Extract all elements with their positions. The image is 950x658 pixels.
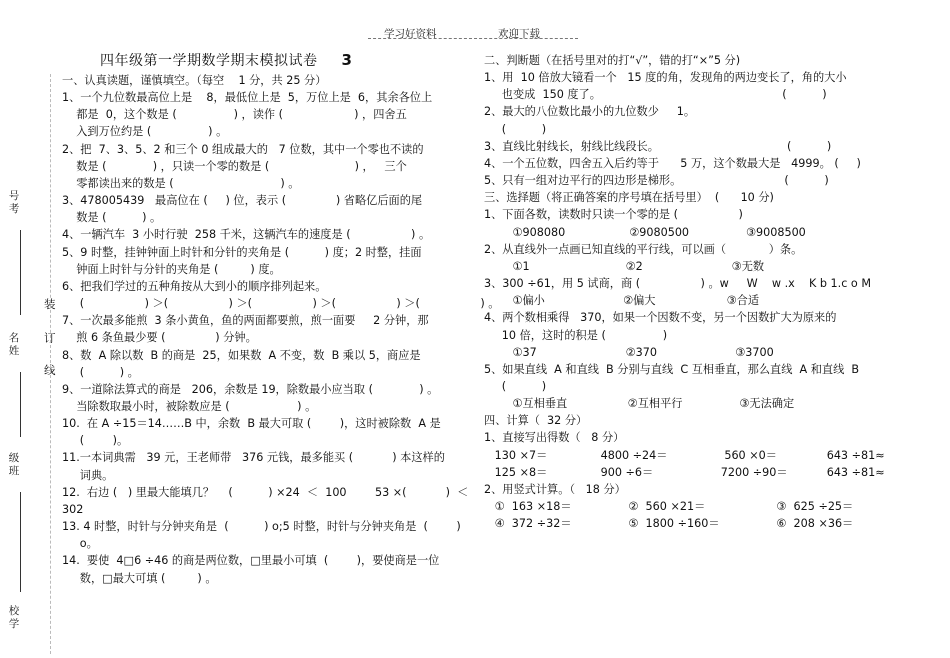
text-line: 3、300 ÷61，用 5 试商，商 ( ) 。w W w .x K b 1.c o M bbox=[484, 277, 871, 291]
sidebar-divider bbox=[20, 372, 21, 437]
text-line: 当除数取最小时，被除数应是 ( ) 。 bbox=[62, 399, 317, 413]
text-line: 煎 6 条鱼最少要 ( ) 分钟。 bbox=[62, 331, 257, 345]
text-line: 11.一本词典需 39 元，王老师带 376 元钱，最多能买 ( ) 本这样的 bbox=[62, 451, 445, 465]
sidebar-divider bbox=[20, 492, 21, 592]
text-line: 5、如果直线 A 和直线 B 分别与直线 C 互相垂直，那么直线 A 和直线 B bbox=[484, 362, 860, 376]
text-line: 13. 4 时整，时针与分钟夹角是 ( ) o;5 时整，时针与分钟夹角是 ( ) bbox=[62, 520, 461, 534]
title-number: 3 bbox=[341, 51, 353, 69]
text-line: ( ) bbox=[484, 379, 547, 393]
text-line: 130 ×7＝ 4800 ÷24＝ 560 ×0＝ 643 ÷81≈ bbox=[484, 448, 885, 462]
binding-dashed-line bbox=[50, 74, 51, 654]
text-line: 5、9 时整，挂钟钟面上时针和分针的夹角是 ( ) 度；2 时整，挂面 bbox=[62, 245, 422, 259]
text-line: ( )。 bbox=[62, 434, 129, 448]
text-line: ①37 ②370 ③3700 bbox=[484, 345, 774, 359]
text-line: ①互相垂直 ②互相平行 ③无法确定 bbox=[484, 397, 795, 411]
header-left-text: 学习好资料 bbox=[384, 28, 437, 40]
text-line: 数，□最大可填 ( ) 。 bbox=[62, 571, 217, 585]
text-line: 1、直接写出得数（ 8 分） bbox=[484, 431, 625, 445]
text-line: 8、数 A 除以数 B 的商是 25，如果数 A 不变，数 B 乘以 5，商应是 bbox=[62, 348, 421, 362]
text-line: 3、直线比射线长，射线比线段长。 ( ) bbox=[484, 139, 832, 153]
text-line: 6、把我们学过的五种角按从大到小的顺序排列起来。 bbox=[62, 279, 327, 293]
text-line: ( ) bbox=[484, 122, 547, 136]
binding-label-xian: 线 bbox=[44, 363, 56, 377]
header-underline bbox=[368, 38, 578, 39]
text-line: o。 bbox=[62, 537, 98, 551]
text-line: 4、一个五位数，四舍五入后约等于 5 万，这个数最大是 4999。 ( ) bbox=[484, 156, 861, 170]
text-line: 入到万位约是 ( ) 。 bbox=[62, 125, 228, 139]
text-line: ④ 372 ÷32＝ ⑤ 1800 ÷160＝ ⑥ 208 ×36＝ bbox=[484, 517, 854, 531]
text-line: ( ) 。 bbox=[62, 365, 139, 379]
text-line: ( ) ＞( ) ＞( ) ＞( ) ＞( ) 。 bbox=[62, 297, 500, 311]
text-line: 三、选择题（将正确答案的序号填在括号里） ( 10 分) bbox=[484, 191, 774, 205]
text-line: 数是 ( ) ，只读一个零的数是 ( ) ， 三个 bbox=[62, 159, 407, 173]
text-line: 1、一个九位数最高位上是 8，最低位上是 5，万位上是 6，其余各位上 bbox=[62, 91, 433, 105]
sidebar-label-school: 校 学 bbox=[8, 605, 20, 630]
text-line: 数是 ( ) 。 bbox=[62, 211, 162, 225]
text-line: 10 倍，这时的积是 ( ) bbox=[484, 328, 668, 342]
text-line: 9、一道除法算式的商是 206，余数是 19，除数最小应当取 ( ) 。 bbox=[62, 382, 439, 396]
text-line: 7、一次最多能煎 3 条小黄鱼，鱼的两面都要煎，煎一面要 2 分钟，那 bbox=[62, 314, 429, 328]
sidebar-divider bbox=[20, 230, 21, 315]
text-line: 2、用竖式计算。（ 18 分） bbox=[484, 482, 626, 496]
text-line: 10. 在 A ÷15＝14……B 中，余数 B 最大可取 ( )，这时被除数 A 是 bbox=[62, 417, 441, 431]
text-line: 也变成 150 度了。 ( ) bbox=[484, 88, 827, 102]
text-line: 2、把 7、3、5、2 和三个 0 组成最大的 7 位数，其中一个零也不读的 bbox=[62, 142, 424, 156]
text-line: 302 bbox=[62, 502, 84, 516]
right-column bbox=[484, 52, 904, 532]
text-line: 1、用 10 倍放大镜看一个 15 度的角，发现角的两边变长了，角的大小 bbox=[484, 71, 847, 85]
header-right-text: 欢迎下载 bbox=[498, 28, 540, 40]
text-line: ① 163 ×18＝ ② 560 ×21＝ ③ 625 ÷25＝ bbox=[484, 500, 854, 514]
text-line: 14. 要使 4□6 ÷46 的商是两位数，□里最小可填 ( )，要使商是一位 bbox=[62, 554, 440, 568]
text-line: 都是 0，这个数是 ( ) ，读作 ( ) ，四舍五 bbox=[62, 108, 407, 122]
binding-sidebar bbox=[0, 0, 60, 658]
page-title bbox=[100, 50, 352, 70]
text-line: ①908080 ②9080500 ③9008500 bbox=[484, 225, 806, 239]
text-line: 钟面上时针与分针的夹角是 ( ) 度。 bbox=[62, 262, 281, 276]
text-line: 2、最大的八位数比最小的九位数少 1。 bbox=[484, 105, 696, 119]
binding-label-zhuang: 装 bbox=[44, 297, 56, 311]
text-line: 四、计算（ 32 分） bbox=[484, 414, 588, 428]
text-line: 4、一辆汽车 3 小时行驶 258 千米，这辆汽车的速度是 ( ) 。 bbox=[62, 228, 431, 242]
sidebar-label-name: 名 姓 bbox=[8, 332, 20, 357]
text-line: 二、判断题（在括号里对的打“√”，错的打“×”5 分) bbox=[484, 54, 741, 67]
sidebar-label-class: 级 班 bbox=[8, 452, 20, 477]
text-line: 1、下面各数，读数时只读一个零的是 ( ) bbox=[484, 208, 743, 222]
text-line: 2、从直线外一点画已知直线的平行线，可以画（ ）条。 bbox=[484, 242, 803, 256]
text-line: 12. 右边 ( ) 里最大能填几？ ( ) ×24 ＜ 100 53 ×( ) ＜ bbox=[62, 485, 469, 499]
text-line: ①1 ②2 ③无数 bbox=[484, 259, 765, 273]
left-column bbox=[62, 72, 500, 587]
text-line: 一、认真读题，谨慎填空。（每空 1 分，共 25 分） bbox=[62, 74, 327, 87]
binding-label-ding: 订 bbox=[44, 331, 56, 345]
sidebar-label-exam-number: 号 考 bbox=[8, 190, 20, 215]
text-line: 4、两个数相乘得 370，如果一个因数不变，另一个因数扩大为原来的 bbox=[484, 311, 837, 325]
text-line: ①偏小 ②偏大 ③合适 bbox=[484, 294, 760, 308]
text-line: 5、只有一组对边平行的四边形是梯形。 ( ) bbox=[484, 174, 829, 188]
text-line: 3、478005439 最高位在 ( ) 位，表示 ( ) 省略亿后面的尾 bbox=[62, 194, 423, 208]
text-line: 零都读出来的数是 ( ) 。 bbox=[62, 176, 300, 190]
text-line: 词典。 bbox=[62, 468, 114, 482]
title-text: 四年级第一学期数学期末模拟试卷 bbox=[100, 53, 318, 69]
text-line: 125 ×8＝ 900 ÷6＝ 7200 ÷90＝ 643 ÷81≈ bbox=[484, 465, 885, 479]
